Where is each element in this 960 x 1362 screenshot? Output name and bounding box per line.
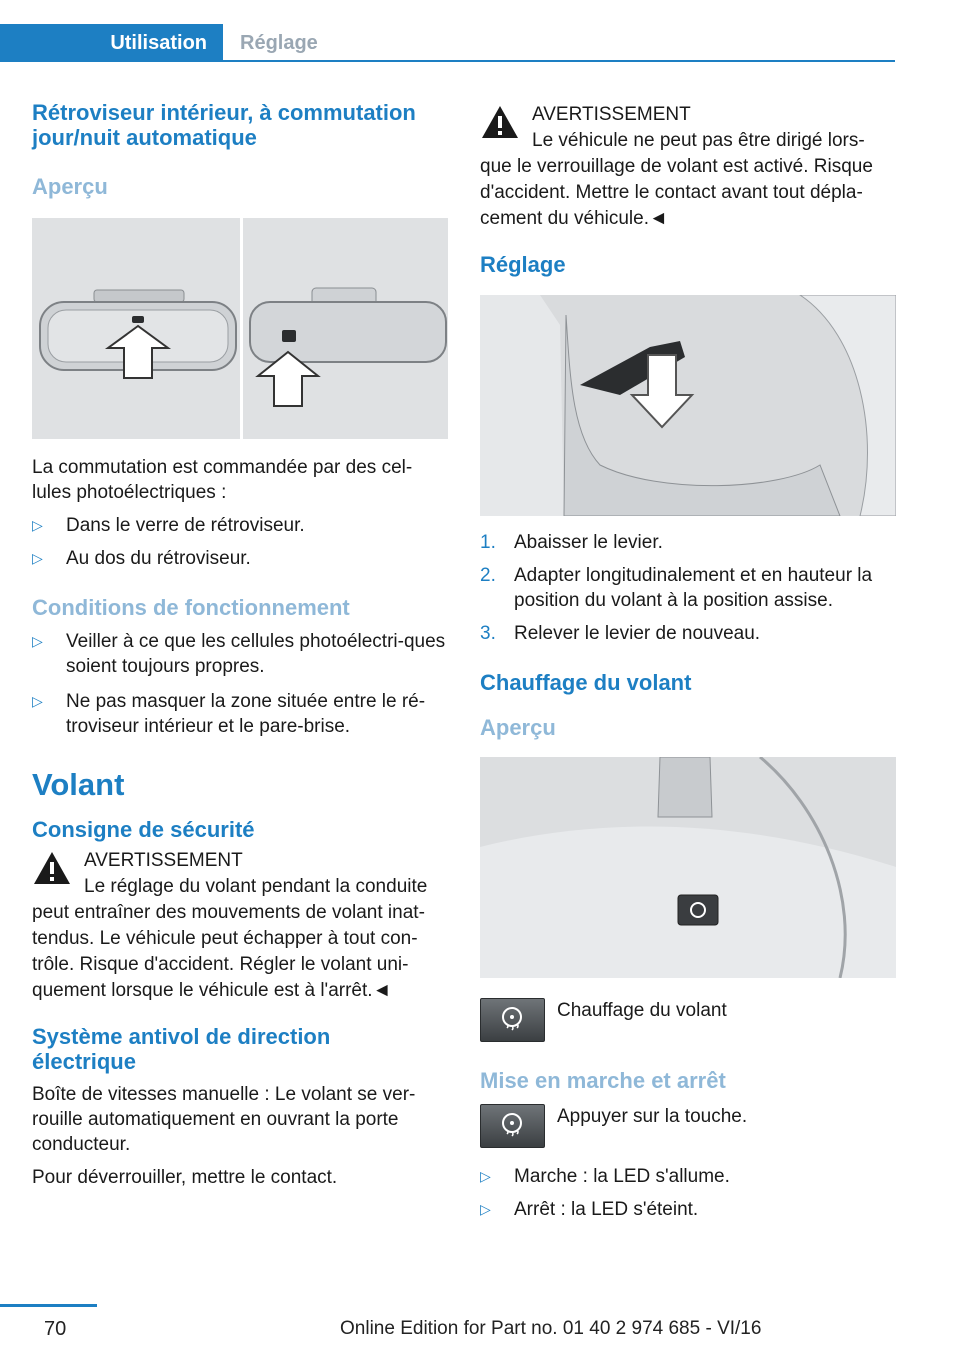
heating-key-caption-block [480, 994, 896, 1036]
warning-text: Le véhicule ne peut pas être dirigé lors-que le verrouillage de volant est activé. Risque d'accident. Mettre le contact avant tout dépla-cement du véhicule.◄ [480, 130, 873, 229]
steering-heat-button[interactable] [480, 1104, 545, 1148]
warning-label: AVERTISSEMENT [84, 850, 243, 871]
unlock-text: Pour déverrouiller, mettre le contact. [32, 1167, 338, 1188]
press-key-text: Appuyer sur la touche. [557, 1106, 748, 1127]
bullet-marker-icon: ▷ [32, 693, 43, 709]
list-item: ▷ Marche : la LED s'allume. [480, 1166, 730, 1187]
heating-illustration [480, 757, 896, 978]
heading-reglage: Réglage [480, 252, 566, 277]
lever-illustration [480, 295, 896, 516]
warning-label: AVERTISSEMENT [532, 104, 691, 125]
list-item: ▷ Dans le verre de rétroviseur. [32, 515, 305, 536]
bullet-list-cells [32, 513, 448, 571]
list-item: ▷ Ne pas masquer la zone située entre le ré-troviseur intérieur et le pare-brise. [32, 691, 426, 737]
warning-text: Le réglage du volant pendant la conduite peut entraîner des mouvements de volant inat-tendus. Le véhicule peut échapper à tout con-trôle. Risque d'accident. Régler le volant uni-quement lorsque le véhicule est à l'arrêt.◄ [32, 876, 428, 1001]
page-number: 70 [44, 1318, 67, 1340]
heading-antivol: Système antivol de direction électrique [32, 1024, 331, 1074]
warning-icon [480, 104, 520, 140]
list-item: 1. Abaisser le levier. [480, 532, 663, 553]
heading-apercu-2: Aperçu [480, 715, 556, 740]
list-item: 3. Relever le levier de nouveau. [480, 623, 761, 644]
lever-figure [480, 295, 896, 516]
bullet-marker-icon: ▷ [480, 1168, 491, 1184]
heading-chauffage: Chauffage du volant [480, 670, 692, 695]
heading-conditions: Conditions de fonctionnement [32, 595, 350, 620]
mirror-figure [32, 218, 448, 439]
steering-wheel-heat-icon [499, 1006, 525, 1034]
bullet-marker-icon: ▷ [32, 517, 43, 533]
right-column [480, 100, 896, 1222]
step-number: 2. [480, 565, 496, 586]
warning-block-1 [32, 848, 448, 1004]
footer-edition-text: Online Edition for Part no. 01 40 2 974 685 - VI/16 [340, 1318, 762, 1339]
step-number: 3. [480, 623, 496, 644]
warning-icon [32, 850, 72, 886]
section-tabs [0, 24, 895, 62]
intro-text: La commutation est commandée par des cel-lules photoélectriques : [32, 457, 413, 503]
steering-heat-button[interactable] [480, 998, 545, 1042]
warning-block-2 [480, 102, 896, 232]
list-item: ▷ Arrêt : la LED s'éteint. [480, 1199, 699, 1220]
heading-volant: Volant [32, 767, 125, 802]
steps-list [480, 530, 896, 646]
heading-consigne: Consigne de sécurité [32, 817, 255, 842]
list-item: 2. Adapter longitudinalement et en hauteur la position du volant à la position assise. [480, 565, 873, 611]
footer-rule [0, 1304, 97, 1307]
heating-figure [480, 757, 896, 978]
key-caption: Chauffage du volant [557, 1000, 727, 1021]
tab-utilisation[interactable]: Utilisation [0, 24, 223, 62]
tab-reglage[interactable]: Réglage [240, 31, 318, 54]
antivol-text: Boîte de vitesses manuelle : Le volant se ver-rouille automatiquement en ouvrant la porte conducteur. [32, 1084, 416, 1155]
steering-wheel-heat-icon [499, 1112, 525, 1140]
step-number: 1. [480, 532, 496, 553]
heading-mise-en-marche: Mise en marche et arrêt [480, 1068, 726, 1093]
bullet-list-conditions [32, 629, 448, 739]
list-item: ▷ Au dos du rétroviseur. [32, 548, 251, 569]
bullet-marker-icon: ▷ [480, 1201, 491, 1217]
list-item: ▷ Veiller à ce que les cellules photoélectri-ques soient toujours propres. [32, 631, 446, 677]
press-key-block [480, 1100, 896, 1142]
bullet-marker-icon: ▷ [32, 633, 43, 649]
heading-apercu: Aperçu [32, 174, 108, 199]
bullet-marker-icon: ▷ [32, 550, 43, 566]
heading-mirror: Rétroviseur intérieur, à commutation jour/nuit automatique [32, 100, 416, 150]
bullet-list-led [480, 1164, 896, 1222]
tab-underline [223, 60, 895, 62]
left-column [32, 100, 448, 1190]
mirror-illustration [32, 218, 448, 439]
